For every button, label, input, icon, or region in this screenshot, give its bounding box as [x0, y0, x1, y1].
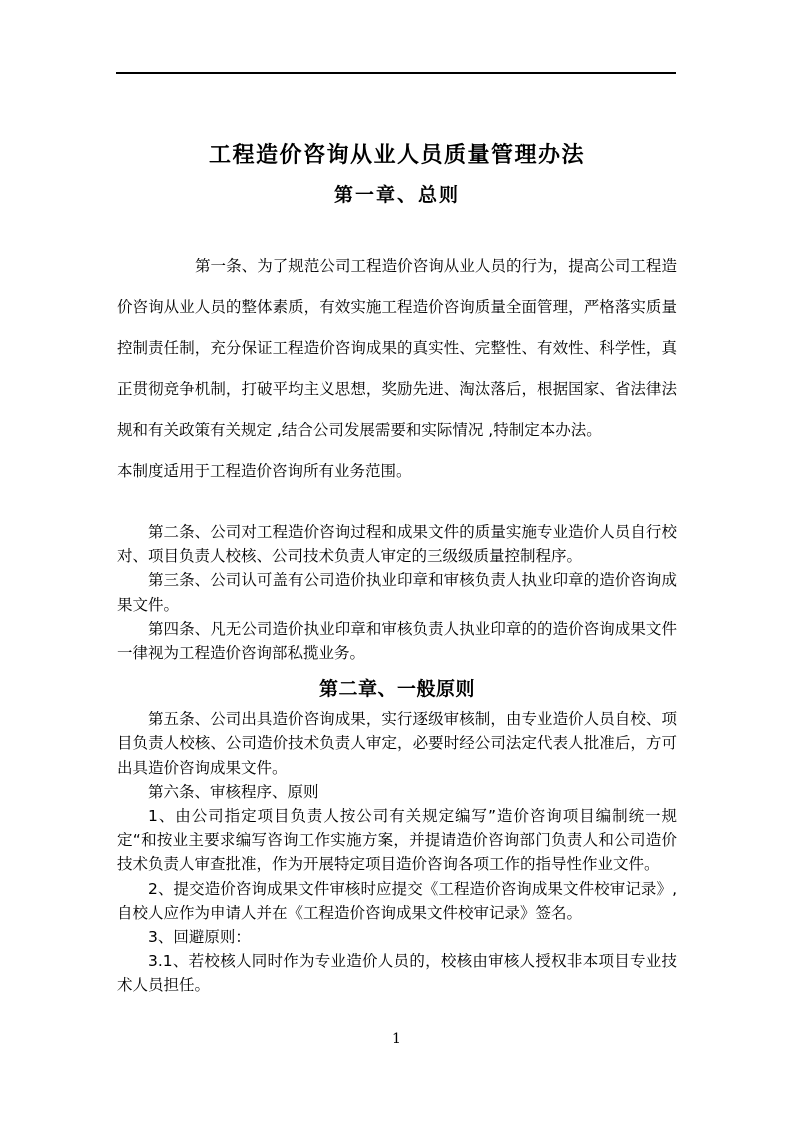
page-title: 工程造价咨询从业人员质量管理办法 — [208, 142, 585, 168]
article-1-paragraph: 第一条、为了规范公司工程造价咨询从业人员的行为，提高公司工程造价咨询从业人员的整体素质，有效实施工程造价咨询质量全面管理，严格落实质量控制责任制，充分保证工程造价咨询成果的真实性、完整性、有效性、科学性，真正贯彻竞争机制，打破平均主义思想，奖励先进、淘汰落后，根据国家、省法律法规和有关政策有关规定 ,结合公司发展需要和实际情况 ,特制定本办法。 — [117, 257, 677, 439]
list-item-1: 1、由公司指定项目负责人按公司有关规定编写”造价咨询项目编制统一规定“和按业主要求编写咨询工作实施方案，并提请造价咨询部门负责人和公司造价技术负责人审查批准，作为开展特定项目造价咨询各项工作的指导性作业文件。 — [117, 807, 677, 874]
article-4-paragraph: 第四条、凡无公司造价执业印章和审核负责人执业印章的的造价咨询成果文件一律视为工程造价咨询部私揽业务。 — [117, 619, 677, 663]
header-rule-divider — [116, 72, 676, 74]
article-1-scope-paragraph: 本制度适用于工程造价咨询所有业务范围。 — [117, 462, 412, 480]
page-number: 1 — [392, 1031, 401, 1047]
list-item-3-1: 3.1、若校核人同时作为专业造价人员的，校核由审核人授权非本项目专业技术人员担任。 — [117, 952, 677, 995]
chapter-one-heading: 第一章、总则 — [333, 184, 460, 206]
article-2-paragraph: 第二条、公司对工程造价咨询过程和成果文件的质量实施专业造价人员自行校对、项目负责人校核、公司技术负责人审定的三级级质量控制程序。 — [117, 523, 677, 566]
list-item-3: 3、回避原则： — [148, 928, 251, 947]
document-body — [117, 120, 677, 998]
article-5-paragraph: 第五条、公司出具造价咨询成果，实行逐级审核制，由专业造价人员自校、项目负责人校核、公司造价技术负责人审定，必要时经公司法定代表人批准后，方可出具造价咨询成果文件。 — [117, 710, 677, 777]
article-3-paragraph: 第三条、公司认可盖有公司造价执业印章和审核负责人执业印章的造价咨询成果文件。 — [117, 571, 677, 614]
article-6-paragraph: 第六条、审核程序、原则 — [148, 782, 319, 801]
list-item-2: 2、提交造价咨询成果文件审核时应提交《工程造价咨询成果文件校审记录》, 自校人应作为申请人并在《工程造价咨询成果文件校审记录》签名。 — [117, 879, 677, 922]
chapter-two-heading: 第二章、一般原则 — [318, 678, 475, 701]
